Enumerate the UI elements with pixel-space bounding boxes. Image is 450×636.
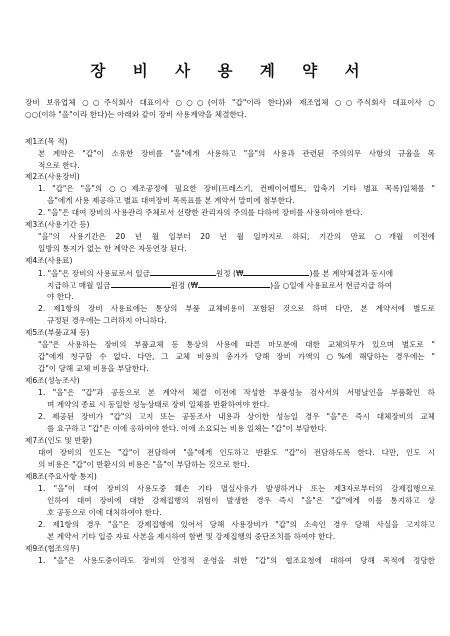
article-7-line-1: 대여 장비의 인도는 "갑"이 전담하여 "을"에게 인도하고 반환도 "갑"이 전담하도록 한다. 다만, 인도 시 — [38, 448, 435, 457]
article-4-line-2-part-1: 지급하고 매월 일금 — [47, 281, 111, 290]
amount-blank-3[interactable] — [111, 280, 171, 288]
article-4-line-1-part-3: )를 본 계약체결과 동시에 — [309, 269, 394, 278]
intro-line-2: ○○(이하 "을"이라 한다)는 아래와 같이 장비 사용계약을 체결한다. — [25, 110, 247, 119]
article-5-line-3: 갑"이 당해 교체 비용을 부담한다. — [38, 364, 149, 373]
article-7-heading: 제7조(인도 및 반환) — [25, 436, 92, 445]
amount-blank-4[interactable] — [198, 280, 270, 288]
article-1-line-2: 적으로 한다. — [38, 161, 80, 170]
article-7-line-2: 의 비용은 "갑"이 반환시의 비용은 "을"이 부담하는 것으로 한다. — [38, 460, 250, 469]
article-8-heading: 제8조(주요사항 통지) — [25, 472, 97, 481]
article-6-heading: 제6조(성능조사) — [25, 376, 80, 385]
article-6-line-4: 를 요구하고 "갑"은 이에 응하여야 한다. 이에 소요되는 비용 일체는 "갑"이 부담한다. — [47, 424, 328, 433]
article-9-line-1: 1. "을"은 사용도중이라도 장비의 안정적 운영을 위한 "갑"의 협조요청에 대하여 당해 목적에 정당한 — [38, 556, 435, 565]
article-8-line-2: 인하여 대여 장비에 대한 강제집행의 위험이 발생한 경우 즉시 "을"은 "갑"에게 이를 통지하고 상 — [47, 496, 435, 505]
article-6-line-3: 2. 제공된 장비가 "갑"의 고지 또는 공동조사 내용과 상이한 성능일 경우 "을"은 즉시 대체장비의 교체 — [38, 412, 435, 421]
article-8-line-5: 본 계약서 기타 입증 자료 사본을 제시하여 함변 및 강제집행의 중단조치를 하여야 한다. — [47, 532, 336, 541]
article-1-heading: 제1조(목 적) — [25, 137, 68, 146]
article-8-line-3: 호 공동으로 이에 대처하여야 한다. — [47, 508, 162, 517]
article-8-line-1: 1. "을"이 대여 장비의 사용도중 훼손 기타 멸실사유가 발생하거나 또는 제3자로부터의 강제집행으로 — [38, 484, 435, 493]
article-2-line-1: 1. "갑"은 "을"의 ○○제조공정에 필요한 장비(프레스기, 컨베이어벨트, 압축기 기타 별표 목록)일체를 " — [38, 184, 435, 193]
article-2-line-2: 을"에게 사용 제공하고 별표 대여장비 목록표를 본 계약서 말미에 첨부한다. — [47, 196, 295, 205]
article-4-line-1-part-2: 원정 (₩ — [215, 269, 244, 278]
article-8-line-4: 2. 제1항의 경우 "을"은 강제집행에 있어서 당해 사용장비가 "갑"의 소속인 경우 당해 사실을 고지하고 — [38, 520, 435, 529]
article-3-line-1: "을"의 사용기간은 20 년 월 일부터 20 년 월 일까지로 하되, 기간의 만료 ○개월 이전에 — [38, 232, 435, 241]
article-4-line-5: 규정된 경우에는 그러하지 아니하다. — [47, 316, 167, 325]
article-5-heading: 제5조(부품교체 등) — [25, 328, 90, 337]
amount-blank-1[interactable] — [150, 268, 216, 276]
article-4-line-1 — [38, 268, 393, 279]
article-4-line-2 — [47, 280, 392, 291]
article-4-line-2-part-3: )을 ○일에 사용료로서 현금지급 하여 — [270, 281, 393, 290]
article-5-line-2: 갑"에게 청구할 수 없다. 다만, 그 교체 비용의 총가가 당해 장비 가액의 ○%에 해당하는 경우에는 " — [38, 352, 435, 361]
article-4-line-4: 2. 제1항의 장비 사용료에는 통상의 부품 교체비용이 포함된 것으로 하며 다만, 본 계약서에 별도로 — [38, 304, 435, 313]
article-4-line-3: 야 한다. — [47, 292, 74, 301]
article-4-line-2-part-2: 원정 (₩ — [170, 281, 199, 290]
article-1-line-1: 본 계약은 "갑"이 소유한 장비를 "을"에게 사용하고 "을"의 사용과 관련된 주의의무 사항의 규율을 목 — [38, 149, 435, 158]
article-2-line-3: 2. "을"은 대여 장비의 사용관리 주체로서 선량한 관리자의 주의를 다하여 장비를 사용하여야 한다. — [38, 208, 363, 217]
article-9-heading: 제9조(협조의무) — [25, 544, 80, 553]
article-4-heading: 제4조(사용료) — [25, 256, 73, 265]
article-4-line-1-part-1: 1. "을"은 장비의 사용료로서 일금 — [38, 269, 150, 278]
intro-line-1: 장비 보유업체 ○○주식회사 대표이사 ○○○(이하 "갑"이라 한다)와 제조업체 ○○주식회사 대표이사 ○ — [25, 98, 435, 107]
article-2-heading: 제2조(사용장비) — [25, 172, 80, 181]
article-5-line-1: "을"은 사용하는 장비의 부품교체 등 통상의 사용에 따른 마모분에 대한 교체의무가 있으며 별도로 " — [38, 340, 435, 349]
amount-blank-2[interactable] — [243, 268, 309, 276]
article-6-line-2: 며 계약의 종료 시 동일한 성능상태로 장비 일체를 반환하여야 한다. — [47, 400, 270, 409]
article-6-line-1: 1. "을"은 "갑"과 공동으로 본 계약서 체결 이전에 작성한 부품성능 검사서의 서명날인을 부품확인 하 — [38, 388, 435, 397]
document-title: 장 비 사 용 계 약 서 — [90, 62, 371, 80]
article-3-heading: 제3조(사용기간 등) — [25, 220, 90, 229]
article-3-line-2: 일방의 통지가 없는 한 계약은 자동연장 된다. — [38, 244, 187, 253]
